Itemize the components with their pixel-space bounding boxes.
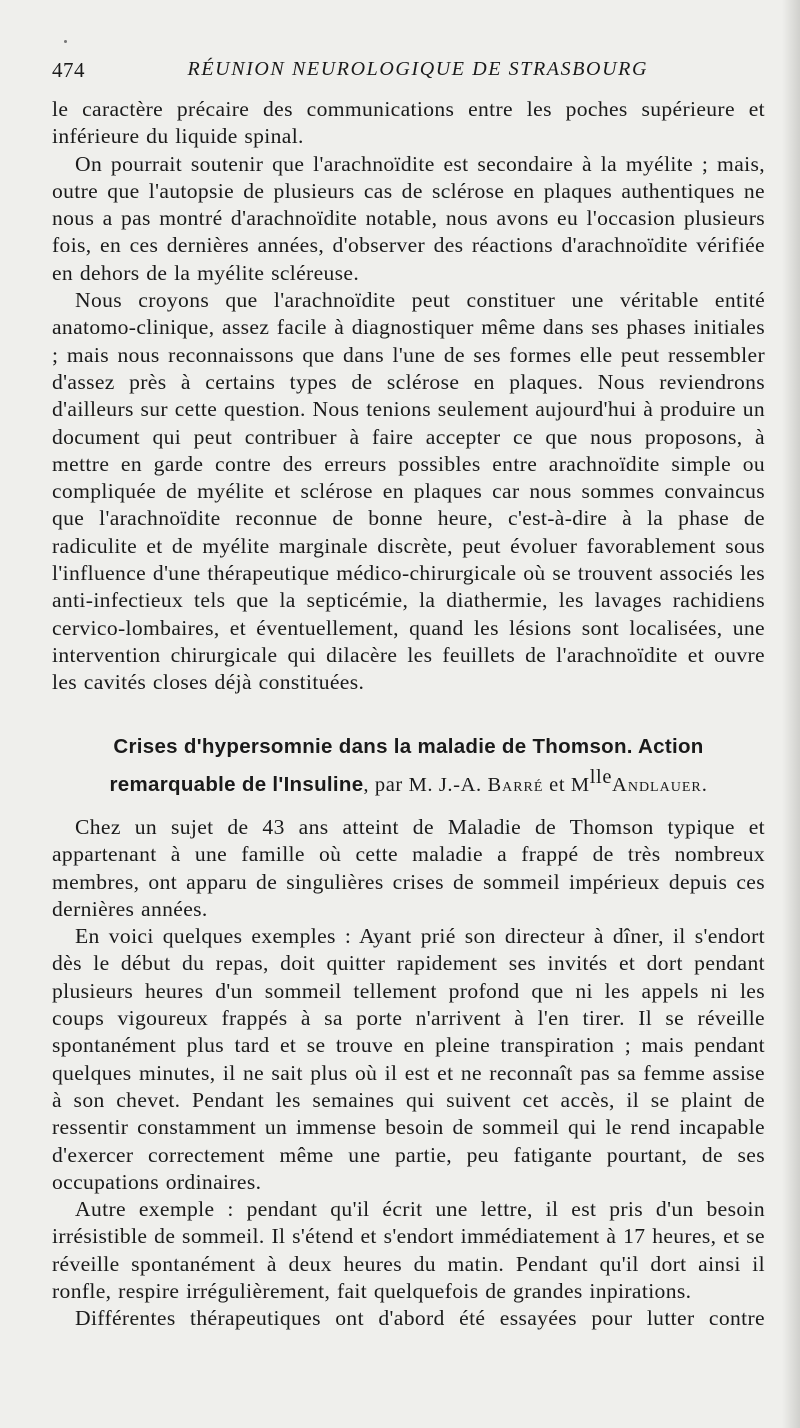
paragraph: Nous croyons que l'arachnoïdite peut constituer une véritable entité anatomo-clinique, assez facile à diagnostiquer même dans ses phases initiales ; mais nous reconnaissons que dans l'une de ses formes elle peut ressembler d'assez près à certains types de sclérose en plaques. Nous reviendrons d'ailleurs sur cette question. Nous tenions seulement aujourd'hui à produire un document qui peut contribuer à faire accepter ce que nous proposons, à mettre en garde contre des erreurs possibles entre arachnoïdite simple ou compliquée de myélite et sclérose en plaques car nous sommes convaincus que l'arachnoïdite reconnue de bonne heure, c'est-à-dire à la phase de radiculite et de myélite marginale discrète, peut évoluer favorablement sous l'influence d'une thérapeutique médico-chirurgicale où se trouvent associés les anti-infectieux tels que la septicémie, la diathermie, les lavages rachidiens cervico-lombaires, et éventuellement, quand les lésions sont localisées, une intervention chirurgicale qui dilacère les feuillets de l'arachnoïdite et ouvre les cavités closes déjà constituées. bbox=[52, 288, 765, 695]
paragraph: le caractère précaire des communications entre les poches supérieure et inférieure du liquide spinal. bbox=[52, 97, 765, 149]
paragraph: Autre exemple : pendant qu'il écrit une lettre, il est pris d'un besoin irrésistible de sommeil. Il s'étend et s'endort immédiatement à 17 heures, et se réveille spontanément à deux heures du matin. Pendant qu'il dort ainsi il ronfle, respire irrégulièrement, fait quelquefois de grandes inpirations. bbox=[52, 1197, 765, 1304]
byline-prefix: , par M. J.-A. bbox=[363, 774, 488, 796]
article-title-line-2-text: remarquable de l'Insuline bbox=[109, 773, 364, 796]
paragraph: Chez un sujet de 43 ans atteint de Maladie de Thomson typique et appartenant à une famille où cette maladie a frappé de très nombreux membres, ont apparu de singulières crises de sommeil impérieux depuis ces dernières années. bbox=[52, 815, 765, 921]
paragraph: En voici quelques exemples : Ayant prié son directeur à dîner, il s'endort dès le début du repas, doit quitter rapidement ses invités et dort pendant plusieurs heures d'un sommeil tellement profond que ni les appels ni les coups vigoureux frappés à sa porte n'arrivent à l'en tirer. Il se réveille spontanément plus tard et se trouve en pleine transpiration ; mais pendant quelques minutes, il ne sait plus où il est et ne reconnaît pas sa femme assise à son chevet. Pendant les semaines qui suivent cet accès, il se plaint de ressentir constamment un immense besoin de sommeil qui le rend incapable d'exercer correctement même une partie, peu fatigante pourtant, de ses occupations ordinaires. bbox=[52, 924, 765, 1194]
page-header bbox=[52, 58, 648, 88]
paragraph: Différentes thérapeutiques ont d'abord été essayées pour lutter contre bbox=[75, 1306, 765, 1331]
title-superscript: lle bbox=[589, 766, 613, 788]
author-name: Andlauer bbox=[612, 774, 702, 796]
page-binding-shadow bbox=[782, 0, 800, 1428]
article-title bbox=[52, 731, 765, 801]
byline-end: . bbox=[701, 774, 708, 796]
text-block-previous-article bbox=[52, 96, 765, 697]
article-title-line-1: Crises d'hypersomnie dans la maladie de Thomson. Action bbox=[113, 735, 704, 758]
paragraph: On pourrait soutenir que l'arachnoïdite est secondaire à la myélite ; mais, outre que l'autopsie de plusieurs cas de sclérose en plaques authentiques ne nous a pas montré d'arachnoïdite notable, nous avons eu l'occasion plusieurs fois, en ces dernières années, d'observer des réactions d'arachnoïdite vérifiée en dehors de la myélite scléreuse. bbox=[52, 151, 765, 285]
print-speck bbox=[64, 40, 67, 43]
byline-connector: et M bbox=[543, 774, 590, 796]
page-number: 474 bbox=[52, 58, 85, 82]
article-title-line-2 bbox=[52, 762, 765, 801]
author-name: Barré bbox=[487, 774, 544, 796]
text-block-new-article bbox=[52, 814, 765, 1333]
running-head: RÉUNION NEUROLOGIQUE DE STRASBOURG bbox=[187, 58, 648, 80]
